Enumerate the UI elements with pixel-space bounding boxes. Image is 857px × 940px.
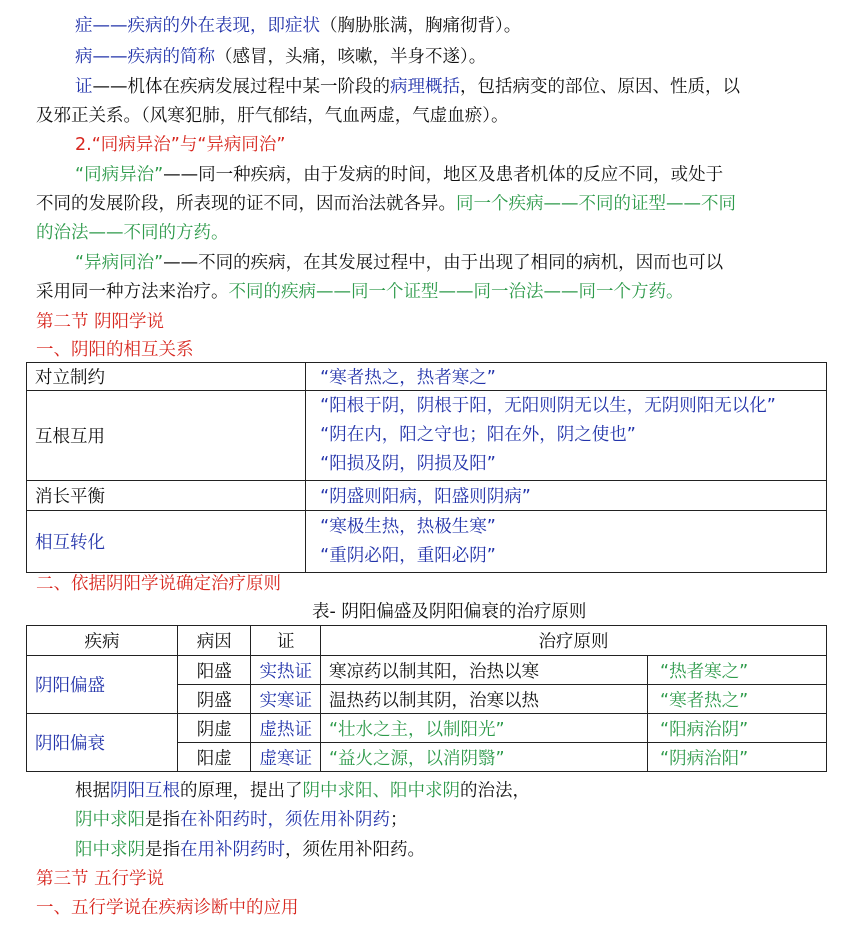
disease-cell: 阴阳偏盛: [27, 656, 178, 714]
section-heading-same-different: 2.“同病异治”与“异病同治”: [75, 135, 286, 155]
definition-pattern-cont: 及邪正关系。（风寒犯肺，肝气郁结，气血两虚，气虚血瘀）。: [36, 106, 509, 126]
disease-cell: 阴阳偏衰: [27, 714, 178, 772]
definition-pattern: 证——机体在疾病发展过程中某一阶段的病理概括，包括病变的部位、原因、性质，以: [75, 77, 740, 97]
relation-quote: “阳损及阴，阴损及阳”: [320, 454, 496, 474]
header-disease: 疾病: [27, 626, 178, 656]
method-cell: “益火之源，以消阴翳”: [320, 743, 647, 772]
table-row: [27, 363, 827, 391]
table-row: [27, 511, 827, 573]
section-title-wuxing: 第三节 五行学说: [36, 869, 165, 889]
table-header-row: [27, 626, 827, 656]
method-cell: 温热药以制其阴，治寒以热: [320, 685, 647, 714]
section-title-yinyang: 第二节 阴阳学说: [36, 312, 165, 332]
relation-name: 互根互用: [27, 391, 306, 481]
method-cell: 寒凉药以制其阳，治热以寒: [320, 656, 647, 685]
treatment-table: [26, 625, 827, 772]
relation-quote: “阴在内，阳之守也；阳在外，阴之使也”: [320, 425, 636, 445]
cause-cell: 阴虚: [178, 714, 251, 743]
mutual-rooting-line2: 阴中求阳是指在补阳药时，须佐用补阴药；: [75, 810, 408, 830]
pattern-cell: 实寒证: [251, 685, 321, 714]
table-row: [27, 481, 827, 511]
para-same-disease-line1: “同病异治”——同一种疾病，由于发病的时间，地区及患者机体的反应不同，或处于: [75, 165, 724, 185]
cause-cell: 阳盛: [178, 656, 251, 685]
pattern-cell: 实热证: [251, 656, 321, 685]
relation-name: 对立制约: [27, 363, 306, 391]
subheading-wuxing-diagnosis: 一、五行学说在疾病诊断中的应用: [36, 898, 299, 918]
cause-cell: 阴盛: [178, 685, 251, 714]
table-row: [27, 391, 827, 481]
header-principle: 治疗原则: [320, 626, 826, 656]
relation-quote: “重阴必阳，重阳必阴”: [320, 545, 496, 566]
principle-cell: “寒者热之”: [648, 685, 827, 714]
relations-table: [26, 362, 827, 573]
para-different-disease-line1: “异病同治”——不同的疾病，在其发展过程中，由于出现了相同的病机，因而也可以: [75, 253, 724, 273]
pattern-cell: 虚寒证: [251, 743, 321, 772]
relation-quote: “阳根于阴，阴根于阳，无阳则阴无以生，无阴则阳无以化”: [320, 396, 776, 416]
relation-name: 相互转化: [27, 511, 306, 573]
para-same-disease-line3: 的治法——不同的方药。: [36, 223, 229, 243]
table-row: [27, 714, 827, 743]
relation-name: 消长平衡: [27, 481, 306, 511]
header-pattern: 证: [251, 626, 321, 656]
table-caption: 表- 阴阳偏盛及阴阳偏衰的治疗原则: [312, 602, 587, 622]
relation-quote: “寒者热之，热者寒之”: [306, 363, 827, 391]
definition-disease: 病——疾病的简称（感冒，头痛，咳嗽，半身不遂）。: [75, 47, 487, 67]
subheading-treatment-principles: 二、依据阴阳学说确定治疗原则: [36, 574, 281, 594]
mutual-rooting-line1: 根据阴阳互根的原理，提出了阴中求阳、阳中求阴的治法，: [75, 781, 530, 801]
principle-cell: “阳病治阴”: [648, 714, 827, 743]
definition-symptom: 症——疾病的外在表现，即症状（胸胁胀满，胸痛彻背）。: [75, 16, 522, 36]
header-cause: 病因: [178, 626, 251, 656]
para-same-disease-line2: 不同的发展阶段，所表现的证不同，因而治法就各异。同一个疾病——不同的证型——不同: [36, 194, 736, 214]
relation-quote: “寒极生热，热极生寒”: [320, 516, 496, 537]
mutual-rooting-line3: 阳中求阴是指在用补阴药时，须佐用补阳药。: [75, 840, 425, 860]
para-different-disease-line2: 采用同一种方法来治疗。不同的疾病——同一个证型——同一治法——同一个方药。: [36, 282, 684, 302]
principle-cell: “热者寒之”: [648, 656, 827, 685]
relation-quote: “阴盛则阳病，阳盛则阴病”: [306, 481, 827, 511]
subheading-relations: 一、阴阳的相互关系: [36, 340, 194, 360]
principle-cell: “阴病治阳”: [648, 743, 827, 772]
method-cell: “壮水之主，以制阳光”: [320, 714, 647, 743]
table-row: [27, 656, 827, 685]
cause-cell: 阳虚: [178, 743, 251, 772]
pattern-cell: 虚热证: [251, 714, 321, 743]
